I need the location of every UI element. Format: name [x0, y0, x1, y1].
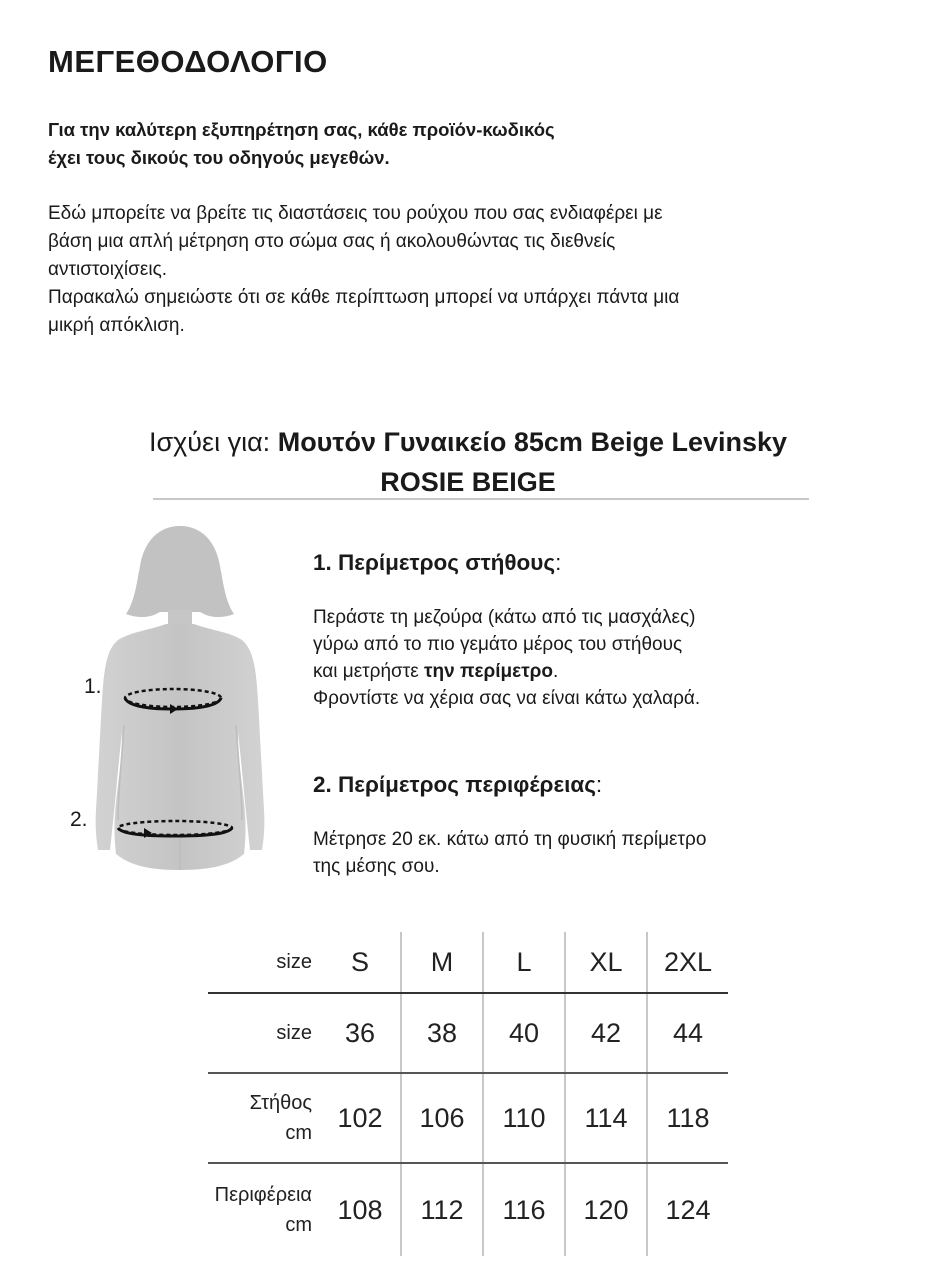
table-cell: 106 — [401, 1073, 483, 1163]
chest-instructions — [313, 604, 700, 712]
table-cell: M — [401, 932, 483, 993]
row-header-line: Στήθος — [249, 1092, 312, 1114]
chest-instruction-period: . — [553, 661, 559, 682]
table-cell: 124 — [647, 1163, 728, 1256]
applies-prefix: Ισχύει για: — [148, 427, 271, 457]
table-cell: 102 — [320, 1073, 401, 1163]
product-code: ROSIE BEIGE — [380, 467, 556, 497]
page-title: ΜΕΓΕΘΟΔΟΛΟΓΙΟ — [48, 44, 328, 79]
chest-heading-colon: : — [555, 550, 562, 575]
intro-line: Παρακαλώ σημειώστε ότι σε κάθε περίπτωση μπορεί να υπάρχει πάντα μια — [48, 287, 680, 308]
table-cell: 118 — [647, 1073, 728, 1163]
intro-highlight-line: έχει τους δικούς του οδηγούς μεγεθών. — [48, 147, 390, 168]
table-cell: 42 — [565, 993, 647, 1073]
row-header-line: Περιφέρεια — [214, 1184, 312, 1206]
size-chart-table — [208, 932, 728, 1256]
measurement-figure — [60, 520, 300, 890]
chest-instruction-line — [313, 658, 700, 685]
intro-highlight-line: Για την καλύτερη εξυπηρέτηση σας, κάθε προϊόν-κωδικός — [48, 119, 555, 140]
table-row-eu — [208, 993, 728, 1073]
table-cell: 110 — [483, 1073, 565, 1163]
table-row-hips — [208, 1163, 728, 1256]
applies-to-heading — [0, 422, 936, 502]
row-header — [208, 1073, 320, 1163]
row-header: size — [208, 993, 320, 1073]
hips-heading-text: 2. Περίμετρος περιφέρειας — [313, 772, 596, 797]
intro-highlight — [48, 116, 555, 172]
chest-instruction-line: Περάστε τη μεζούρα (κάτω από τις μασχάλες) — [313, 607, 696, 628]
hips-heading — [313, 772, 602, 798]
table-cell: 38 — [401, 993, 483, 1073]
chest-instruction-emphasis: την περίμετρο — [424, 661, 554, 682]
intro-line: αντιστοιχίσεις. — [48, 259, 168, 280]
intro-line: μικρή απόκλιση. — [48, 315, 185, 336]
chest-instruction-line: γύρω από το πιο γεμάτο μέρος του στήθους — [313, 634, 683, 655]
hips-instruction-line: Μέτρησε 20 εκ. κάτω από τη φυσική περίμετρο — [313, 829, 707, 850]
hips-instructions — [313, 826, 706, 880]
table-cell: 114 — [565, 1073, 647, 1163]
table-cell: 40 — [483, 993, 565, 1073]
table-cell: 44 — [647, 993, 728, 1073]
intro-line: βάση μια απλή μέτρηση στο σώμα σας ή ακολουθώντας τις διεθνείς — [48, 231, 616, 252]
table-cell: 116 — [483, 1163, 565, 1256]
table-cell: XL — [565, 932, 647, 993]
table-cell: S — [320, 932, 401, 993]
row-header-unit: cm — [285, 1214, 312, 1236]
table-cell: 120 — [565, 1163, 647, 1256]
chest-heading-text: 1. Περίμετρος στήθους — [313, 550, 556, 575]
table-row-sizes — [208, 932, 728, 993]
chest-heading — [313, 550, 561, 576]
row-header-unit: cm — [285, 1122, 312, 1144]
figure-label-hips: 2. — [70, 808, 88, 831]
figure-label-chest: 1. — [84, 675, 102, 698]
hips-heading-colon: : — [595, 772, 603, 797]
row-header — [208, 1163, 320, 1256]
female-body-silhouette-icon — [60, 520, 300, 890]
product-name: Μουτόν Γυναικείο 85cm Beige Levinsky — [277, 427, 788, 457]
table-row-chest — [208, 1073, 728, 1163]
intro-line: Εδώ μπορείτε να βρείτε τις διαστάσεις του ρούχου που σας ενδιαφέρει με — [48, 203, 663, 224]
table-cell: L — [483, 932, 565, 993]
chest-instruction-text: και μετρήστε — [313, 661, 425, 682]
table-cell: 2XL — [647, 932, 728, 993]
intro-description — [48, 200, 898, 340]
hips-instruction-line: της μέσης σου. — [313, 856, 440, 877]
chest-instruction-line: Φροντίστε να χέρια σας να είναι κάτω χαλαρά. — [313, 688, 701, 709]
divider — [153, 498, 809, 500]
table-cell: 112 — [401, 1163, 483, 1256]
row-header: size — [208, 932, 320, 993]
table-cell: 108 — [337, 1194, 383, 1225]
table-cell: 36 — [320, 993, 401, 1073]
